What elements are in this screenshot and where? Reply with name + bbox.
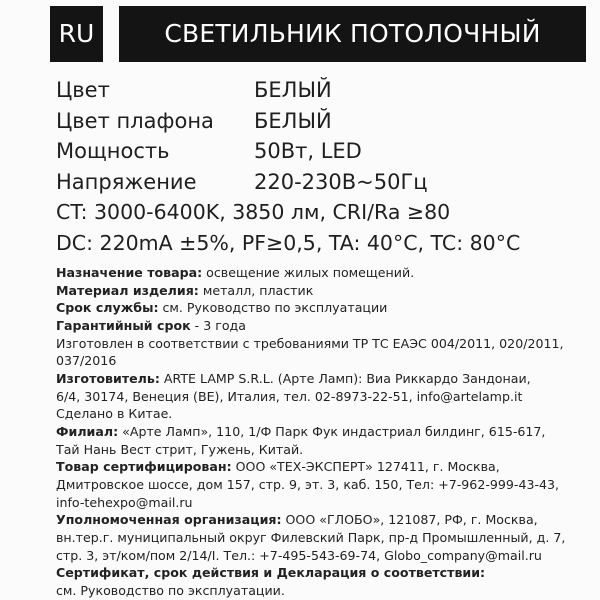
detail-service-life: [56, 299, 387, 317]
detail-label: Сертификат, срок действия и Декларация о соответствии:: [56, 565, 486, 581]
detail-label: Назначение товара:: [56, 265, 203, 280]
detail-declaration-value: см. Руководство по эксплуатации.: [56, 583, 285, 598]
detail-value: освещение жилых помещений.: [202, 265, 415, 280]
detail-manufacturer-line: Сделано в Китае.: [56, 406, 173, 422]
detail-label: Уполномоченная организация:: [56, 512, 282, 528]
tech-dc-line: DC: 220mA ±5%, PF≥0,5, TA: 40°C, TC: 80°C: [56, 231, 521, 255]
product-title: СВЕТИЛЬНИК ПОТОЛОЧНЫЙ: [119, 6, 586, 62]
detail-value: ООО «ТЕХ-ЭКСПЕРТ» 127411, г. Москва,: [231, 459, 500, 475]
detail-value: - 3 года: [190, 318, 246, 333]
detail-value: «Арте Ламп», 110, 1/Ф Парк Фук индастриал билдинг, 615-617,: [118, 424, 546, 439]
detail-label: Товар сертифицирован:: [56, 459, 232, 475]
detail-value: см. Руководство по эксплуатации: [158, 300, 388, 316]
spec-label: Цвет: [56, 78, 110, 102]
tech-ct-line: CT: 3000-6400K, 3850 лм, CRI/Ra ≥80: [56, 200, 451, 224]
detail-value: ООО «ГЛОБО», 121087, РФ, г. Москва,: [281, 512, 538, 528]
detail-label: Срок службы:: [56, 300, 159, 316]
detail-branch-line: Тай Нань Вест стрит, Гужень, Китай.: [56, 441, 304, 457]
detail-warranty: [56, 317, 246, 335]
spec-label: Напряжение: [56, 170, 197, 194]
spec-value: БЕЛЫЙ: [254, 78, 332, 102]
detail-label: Гарантийный срок: [56, 318, 191, 333]
detail-purpose: [56, 264, 414, 282]
detail-branch: [56, 423, 545, 441]
detail-label: Материал изделия:: [56, 282, 199, 298]
detail-label: Изготовитель:: [56, 371, 160, 386]
detail-declaration: [56, 564, 485, 582]
spec-value: 50Вт, LED: [254, 139, 362, 163]
spec-value: БЕЛЫЙ: [254, 109, 332, 133]
detail-authorized-org-line: стр. 3, эт/ком/пом 2/14/I. Тел.: +7-495-543-69-74, Globo_company@mail.ru: [56, 547, 542, 563]
detail-certification-line: Дмитровское шоссе, дом 157, стр. 9, эт. 3, каб. 150, Тел: +7-962-999-43-43,: [56, 477, 560, 492]
spec-label: Цвет плафона: [56, 109, 214, 133]
detail-certification-line: info-tehexpo@mail.ru: [56, 494, 193, 510]
detail-standards-line: Изготовлен в соответствии с требованиями ТР ТС ЕАЭС 004/2011, 020/2011,: [56, 335, 564, 351]
detail-authorized-org-line: вн.тер.г. муниципальный округ Филевский Парк, пр-д Промышленный, д. 7,: [56, 530, 566, 545]
detail-authorized-org: [56, 511, 538, 529]
spec-value: 220-230В~50Гц: [254, 170, 428, 194]
detail-label: Филиал:: [56, 424, 119, 439]
detail-standards-line: 037/2016: [56, 353, 117, 369]
spec-label: Мощность: [56, 139, 170, 163]
detail-certification: [56, 458, 500, 476]
language-badge: RU: [50, 6, 103, 62]
detail-value: ARTE LAMP S.R.L. (Арте Ламп): Виа Риккардо Зандонаи,: [159, 371, 531, 386]
detail-material: [56, 282, 313, 300]
detail-manufacturer-line: 6/4, 30174, Венеция (ВЕ), Италия, тел. 02-8973-22-51, info@artelamp.it: [56, 388, 523, 404]
detail-value: металл, пластик: [198, 282, 314, 298]
detail-manufacturer: [56, 370, 531, 388]
